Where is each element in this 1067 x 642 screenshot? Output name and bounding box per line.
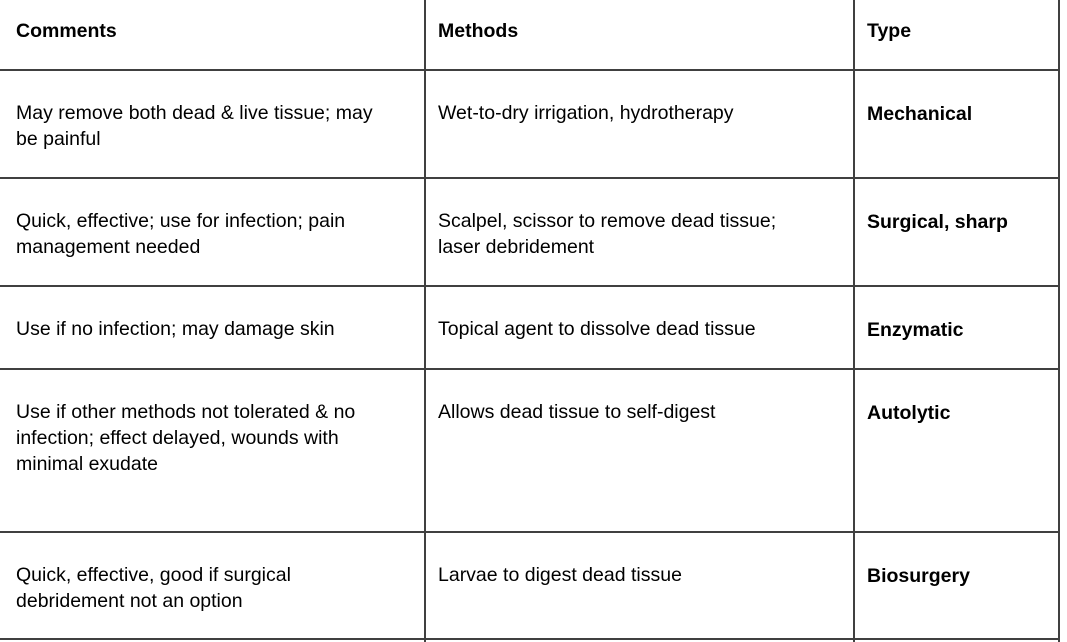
- row-1-comments: May remove both dead & live tissue; may be painful: [16, 102, 373, 150]
- row-3-methods: Topical agent to dissolve dead tissue: [438, 318, 756, 340]
- row-2-comments: Quick, effective; use for infection; pain management needed: [16, 210, 346, 258]
- column-divider: [853, 0, 855, 642]
- row-3-comments: Use if no infection; may damage skin: [16, 318, 335, 340]
- row-divider: [0, 69, 1060, 71]
- row-3-type: Enzymatic: [867, 319, 964, 341]
- header-methods: Methods: [438, 20, 519, 42]
- row-5-comments: Quick, effective, good if surgical debridement not an option: [16, 564, 291, 612]
- row-divider: [0, 285, 1060, 287]
- row-divider: [0, 368, 1060, 370]
- header-type: Type: [867, 20, 912, 42]
- row-2-methods: Scalpel, scissor to remove dead tissue; laser debridement: [438, 210, 777, 258]
- row-divider: [0, 177, 1060, 179]
- row-5-methods: Larvae to digest dead tissue: [438, 564, 682, 586]
- header-comments: Comments: [16, 20, 117, 42]
- row-2-type: Surgical, sharp: [867, 211, 1008, 233]
- row-4-comments: Use if other methods not tolerated & no infection; effect delayed, wounds with minimal exudate: [16, 401, 356, 475]
- row-divider: [0, 531, 1060, 533]
- row-1-type: Mechanical: [867, 103, 973, 125]
- table-bottom-border: [0, 638, 1060, 640]
- table-right-border: [1058, 0, 1060, 642]
- row-4-methods: Allows dead tissue to self-digest: [438, 401, 716, 423]
- row-5-type: Biosurgery: [867, 565, 970, 587]
- row-1-methods: Wet-to-dry irrigation, hydrotherapy: [438, 102, 734, 124]
- row-4-type: Autolytic: [867, 402, 951, 424]
- column-divider: [424, 0, 426, 642]
